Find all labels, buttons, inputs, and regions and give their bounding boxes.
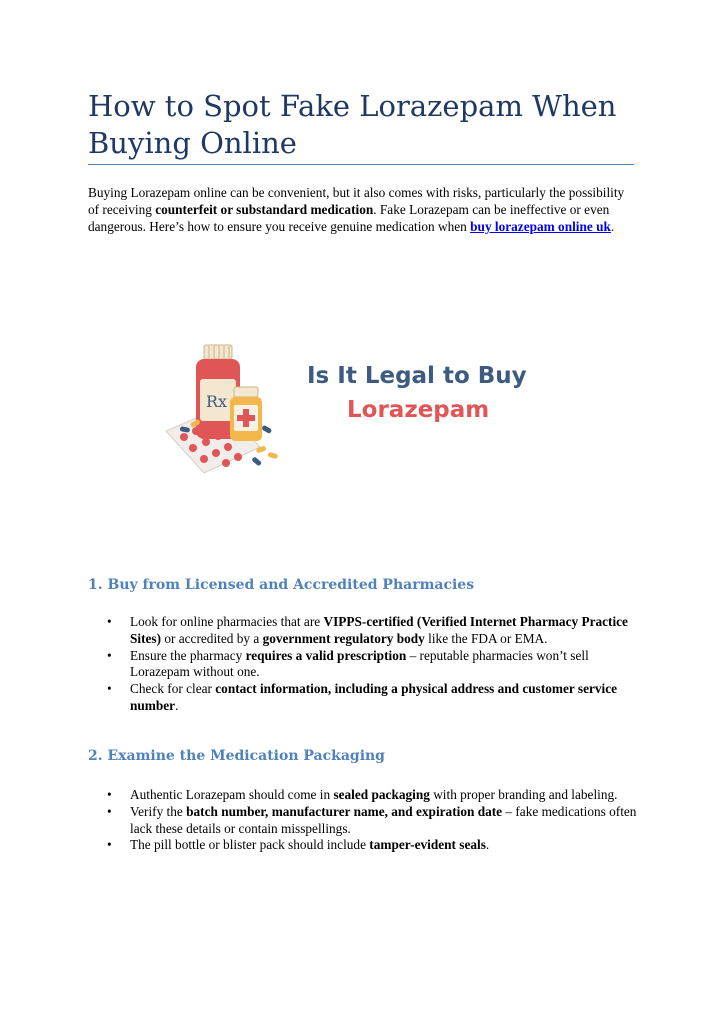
bullet: •	[107, 837, 112, 853]
list-item	[88, 681, 638, 715]
item-text: like the FDA or EMA.	[424, 630, 548, 646]
bullet: •	[107, 787, 112, 802]
intro-text-3: .	[610, 219, 615, 234]
item-text: .	[485, 837, 490, 853]
item-text: Verify the	[130, 803, 187, 819]
intro-paragraph	[88, 184, 638, 235]
intro-text-1: Buying Lorazepam online can be convenient, but it also comes with risks, particularly the possibility of receiving	[88, 185, 625, 217]
hero-subheadline: Lorazepam	[347, 397, 490, 423]
list-item	[88, 837, 638, 854]
buy-lorazepam-link[interactable]: buy lorazepam online uk	[470, 219, 611, 234]
item-text: Look for online pharmacies that are	[130, 614, 324, 629]
item-text: or accredited by a	[161, 630, 263, 646]
item-bold: tamper-evident seals	[369, 837, 486, 853]
intro-bold-1: counterfeit or substandard medication	[155, 202, 374, 217]
item-text: Ensure the pharmacy	[130, 647, 246, 663]
page-title: How to Spot Fake Lorazepam When Buying Online	[88, 89, 617, 160]
item-text: – fake medications often lack these details or contain misspellings.	[130, 803, 637, 836]
item-bold: VIPPS-certified (Verified Internet Pharmacy Practice Sites)	[130, 614, 628, 646]
title-divider	[88, 164, 634, 165]
item-text: – reputable pharmacies won’t sell Lorazepam without one.	[130, 647, 589, 680]
hero-headline: Is It Legal to Buy	[307, 363, 527, 389]
section-1-heading: 1. Buy from Licensed and Accredited Pharmacies	[88, 577, 475, 593]
list-item	[88, 787, 638, 804]
item-text: The pill bottle or blister pack should include	[130, 837, 370, 853]
section-2-list	[88, 787, 638, 854]
list-item	[88, 804, 638, 838]
small-bottle-icon	[230, 387, 262, 441]
item-text: with proper branding and labeling.	[429, 787, 618, 802]
rx-label: Rx	[206, 392, 228, 411]
bullet: •	[107, 614, 112, 629]
section-1-list	[88, 614, 638, 715]
item-text: .	[175, 697, 179, 713]
item-text: Authentic Lorazepam should come in	[130, 787, 334, 802]
item-text: Check for clear	[130, 681, 216, 697]
intro-text-2: . Fake Lorazepam can be ineffective or even dangerous. Here’s how to ensure you receive genuine medication when	[88, 202, 610, 234]
item-bold: contact information, including a physical address and customer service number	[130, 681, 618, 713]
bullet: •	[107, 803, 112, 819]
bullet: •	[107, 647, 112, 663]
item-bold: government regulatory body	[262, 630, 425, 646]
section-2-heading: 2. Examine the Medication Packaging	[88, 748, 385, 764]
item-bold: requires a valid prescription	[245, 647, 407, 663]
item-bold: sealed packaging	[333, 787, 430, 802]
item-bold: batch number, manufacturer name, and expiration date	[186, 803, 503, 819]
bullet: •	[107, 681, 112, 697]
list-item	[88, 614, 638, 648]
list-item	[88, 648, 638, 682]
